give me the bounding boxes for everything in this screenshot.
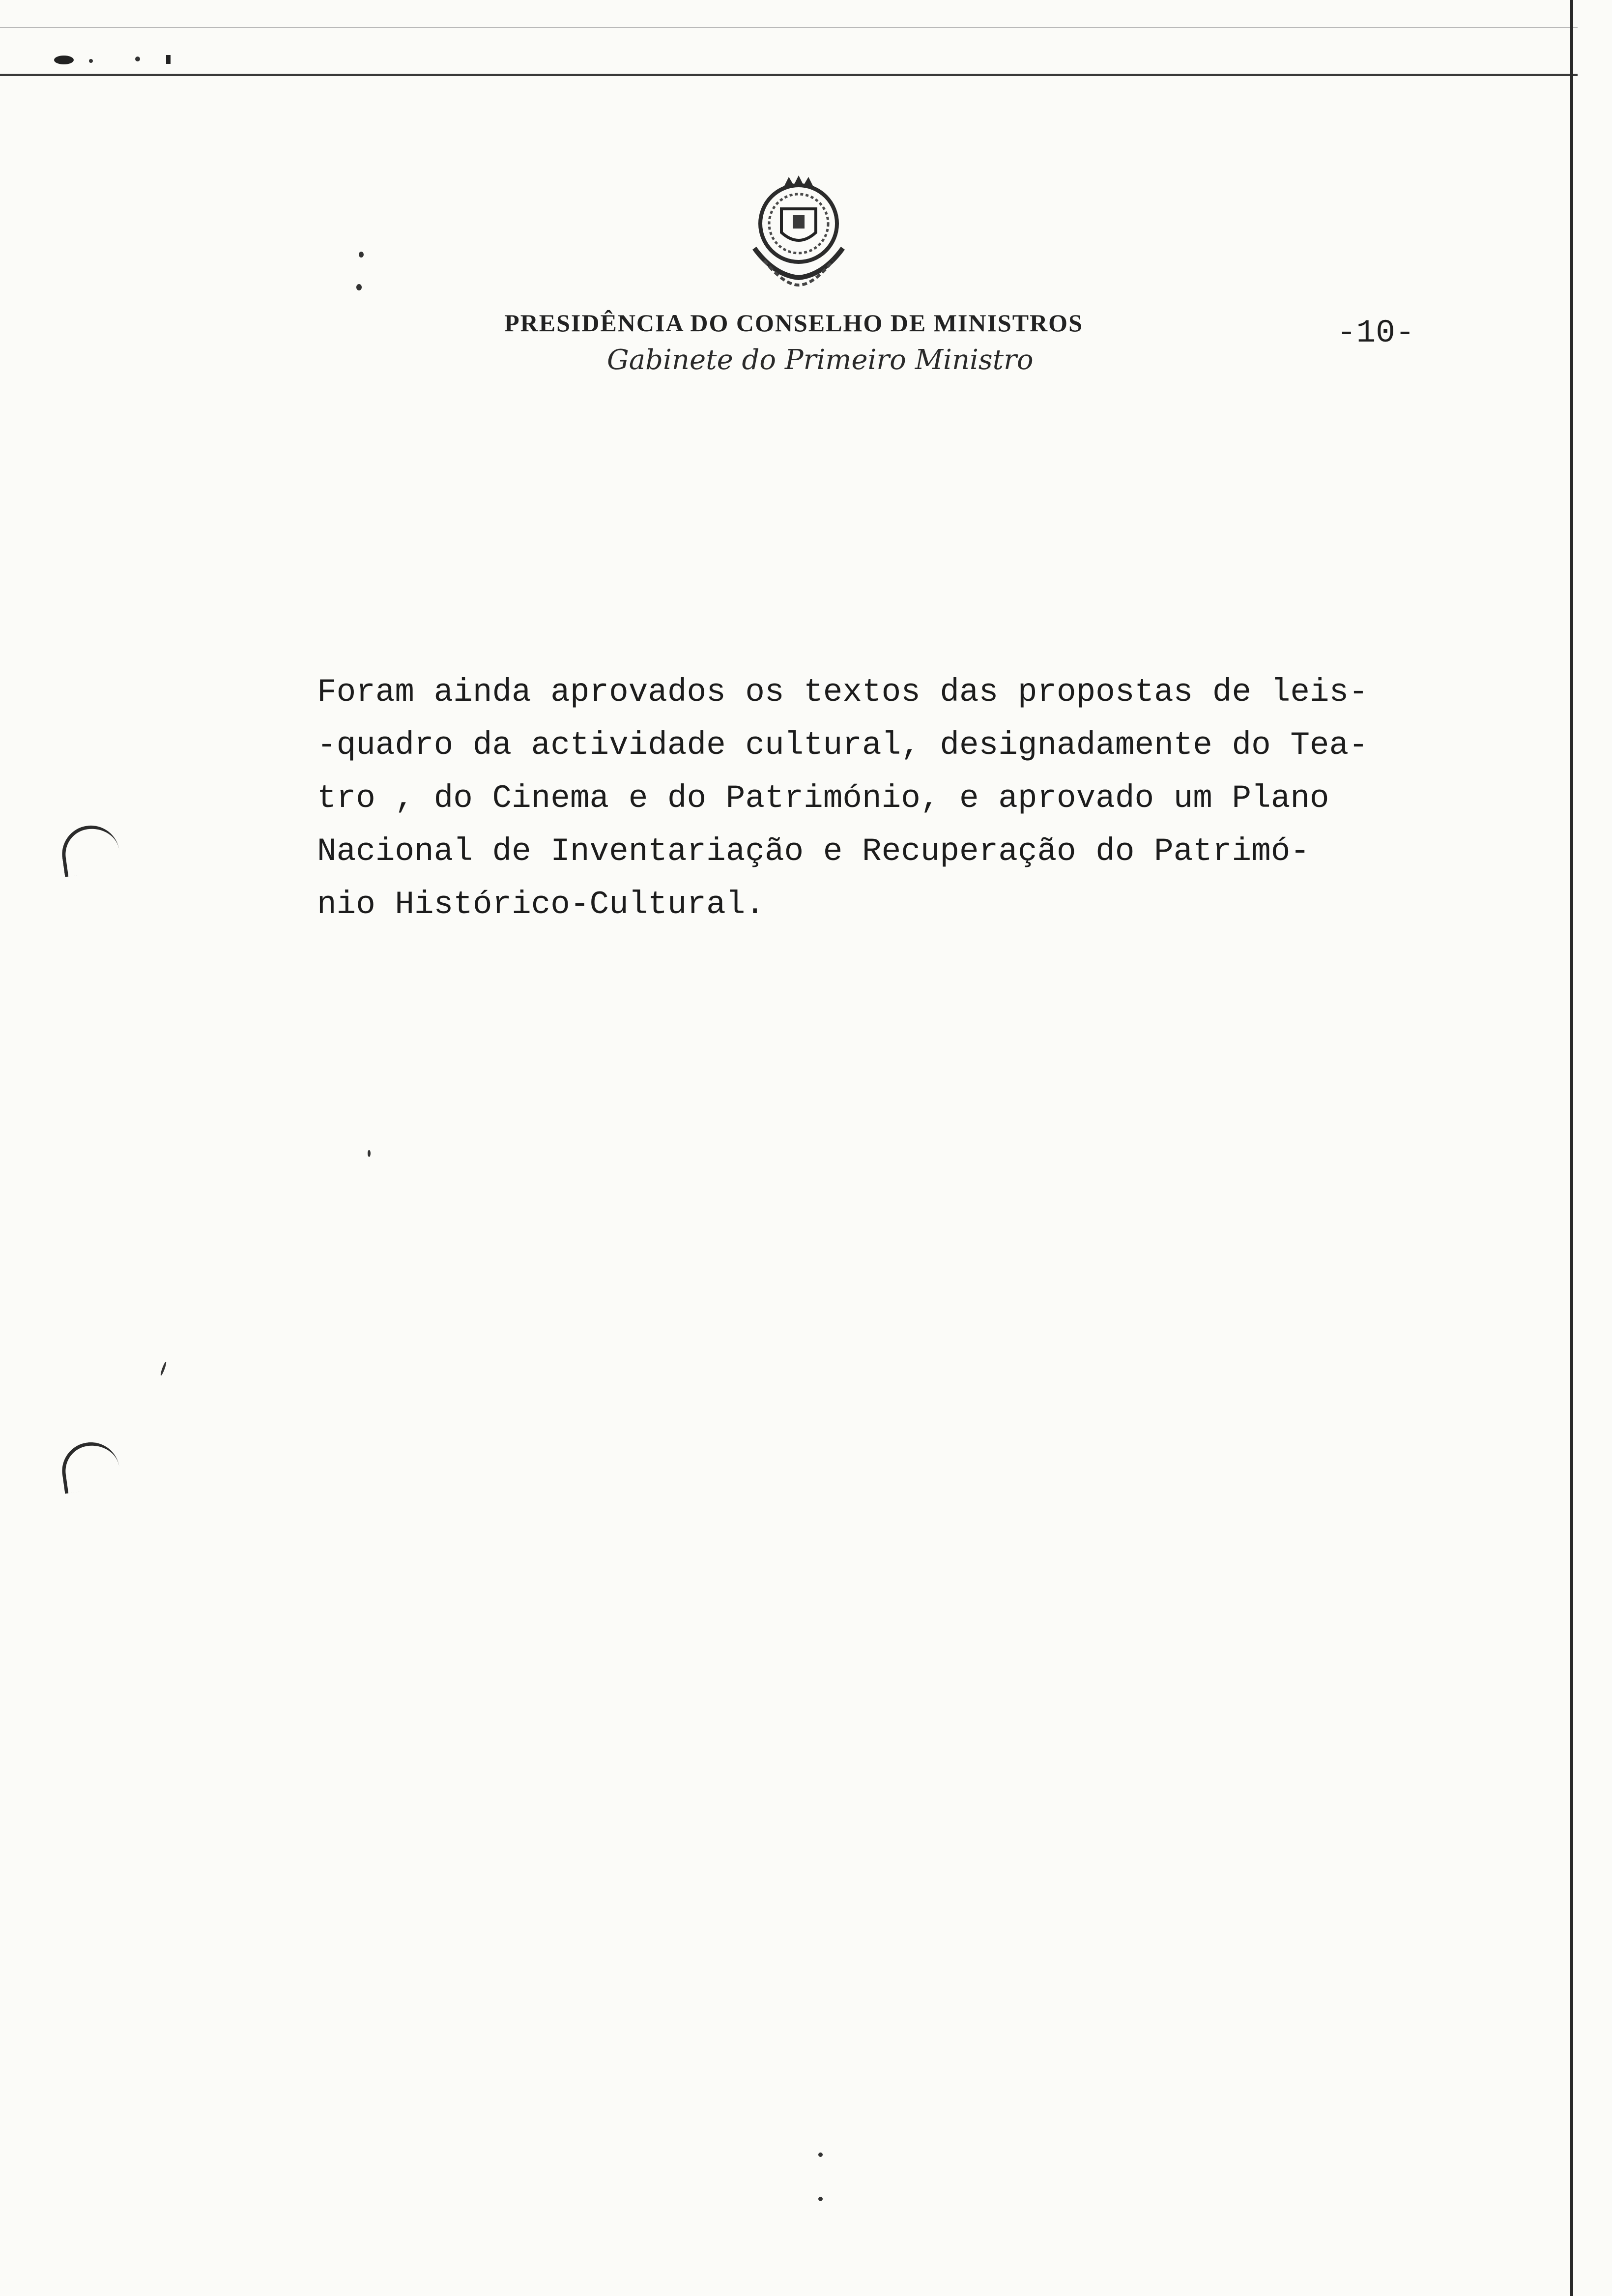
punch-hole-mark (58, 1438, 122, 1493)
scan-right-edge (1570, 0, 1573, 2296)
scan-speck (818, 2152, 823, 2157)
body-line: nio Histórico-Cultural. (317, 886, 765, 923)
body-line: Foram ainda aprovados os textos das propostas de leis- (317, 674, 1368, 711)
punch-hole-mark (58, 822, 122, 877)
scan-speck (368, 1150, 371, 1157)
scan-edge-line (0, 74, 1578, 76)
scan-speck (818, 2197, 823, 2201)
body-line: tro , do Cinema e do Património, e aprovado um Plano (317, 780, 1329, 817)
office-subtitle: Gabinete do Primeiro Ministro (607, 344, 1034, 376)
scan-speck (356, 284, 362, 290)
coat-of-arms-seal-icon (735, 174, 863, 292)
body-line: Nacional de Inventariação e Recuperação do Patrimó- (317, 833, 1310, 870)
scan-speck (359, 252, 364, 258)
body-paragraph (317, 666, 1447, 931)
scan-speck (160, 1361, 167, 1376)
page-number: -10- (1337, 315, 1415, 351)
scan-edge-line-faint (0, 27, 1578, 28)
body-line: -quadro da actividade cultural, designadamente do Tea- (317, 727, 1368, 764)
office-title: PRESIDÊNCIA DO CONSELHO DE MINISTROS (504, 309, 1083, 337)
scan-marks (44, 49, 211, 69)
